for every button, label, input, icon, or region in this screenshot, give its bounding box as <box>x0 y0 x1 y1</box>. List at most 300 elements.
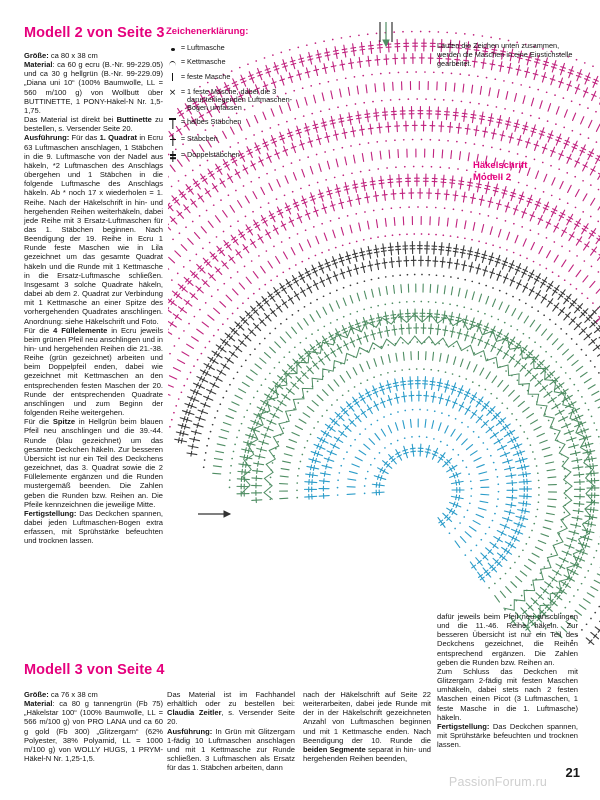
chain-stitch-symbol <box>209 242 211 244</box>
stitch-symbol <box>526 269 536 282</box>
chain-stitch-symbol <box>202 248 204 250</box>
stitch-symbol <box>260 358 266 363</box>
chain-stitch-symbol <box>477 75 479 77</box>
stitch-symbol <box>362 331 370 342</box>
stitch-symbol <box>200 278 211 288</box>
stitch-symbol <box>226 295 232 301</box>
chain-stitch-symbol <box>522 549 524 551</box>
stitch-symbol <box>347 196 354 207</box>
chain-stitch-symbol <box>484 313 486 315</box>
chain-stitch-symbol <box>190 372 192 374</box>
stitch-symbol <box>377 328 384 339</box>
chain-stitch-symbol <box>478 385 480 387</box>
stitch-symbol <box>175 209 185 220</box>
stitch-symbol <box>202 257 214 269</box>
chain-stitch-symbol <box>546 237 548 239</box>
chain-stitch-symbol <box>297 475 299 477</box>
stitch-symbol <box>189 269 201 281</box>
chain-stitch-symbol <box>193 365 195 367</box>
stitch-symbol <box>326 449 337 457</box>
stitch-symbol <box>212 374 223 383</box>
stitch-symbol <box>517 464 530 471</box>
chain-stitch-symbol <box>438 370 440 372</box>
chain-stitch-symbol <box>439 166 441 168</box>
stitch-symbol <box>561 422 572 430</box>
stitch-symbol <box>445 426 448 433</box>
stitch-symbol <box>463 84 464 92</box>
stitch-symbol <box>394 218 395 226</box>
chain-stitch-symbol <box>470 550 472 552</box>
chain-stitch-symbol <box>261 384 263 386</box>
chain-stitch-symbol <box>368 142 370 144</box>
chain-stitch-symbol <box>206 210 208 212</box>
chain-stitch-symbol <box>284 194 286 196</box>
stitch-symbol <box>414 174 419 186</box>
stitch-symbol <box>458 288 460 296</box>
stitch-symbol <box>474 365 477 372</box>
stitch-symbol <box>490 129 497 140</box>
chain-stitch-symbol <box>486 77 488 79</box>
chain-stitch-symbol <box>395 166 397 168</box>
chain-stitch-symbol <box>571 338 573 340</box>
stitch-symbol <box>469 333 477 344</box>
stitch-symbol <box>583 276 588 282</box>
stitch-symbol <box>359 125 365 136</box>
stitch-symbol <box>421 121 426 131</box>
chain-stitch-symbol <box>587 570 589 572</box>
stitch-symbol <box>554 255 558 262</box>
paragraph: Für die 4 Füllelemente in Ecru jeweils beim grünen Pfeil neu anschlingen und in hin- und hergehenden Reihen die 21.-38. Reihe (grün gezeichnet) arbeiten und beim Doppelpfeil enden, dabei wie gezeichnet mit Kettmaschen an den entsprechenden festen Maschen der 20. Runde der entsprechenden Quadrate anschlingen und zum Beginn der folgenden Reihe weitergehen. <box>24 325 163 418</box>
chain-stitch-symbol <box>538 494 540 496</box>
chain-stitch-symbol <box>434 410 436 412</box>
chain-stitch-symbol <box>547 120 549 122</box>
stitch-symbol <box>256 233 265 244</box>
stitch-symbol <box>314 95 316 103</box>
stitch-symbol <box>461 260 468 271</box>
chain-stitch-symbol <box>230 225 232 227</box>
chain-stitch-symbol <box>242 302 244 304</box>
chain-stitch-symbol <box>336 290 338 292</box>
stitch-symbol <box>546 513 554 514</box>
stitch-symbol <box>479 472 487 474</box>
stitch-symbol <box>421 324 426 334</box>
stitch-symbol <box>329 201 336 212</box>
stitch-symbol <box>548 477 556 478</box>
stitch-symbol <box>540 72 548 83</box>
chain-stitch-symbol <box>523 431 525 433</box>
stitch-symbol <box>325 273 333 284</box>
chain-stitch-symbol <box>222 323 224 325</box>
stitch-symbol <box>334 411 346 423</box>
stitch-symbol <box>329 416 341 427</box>
stitch-symbol <box>219 437 227 439</box>
paragraph: Das Material ist direkt bei Buttinette zu bestellen, s. Versender Seite 20. <box>24 115 163 134</box>
chain-stitch-symbol <box>499 38 501 40</box>
chain-stitch-symbol <box>457 277 459 279</box>
stitch-symbol <box>350 43 356 56</box>
stitch-symbol <box>440 353 441 361</box>
stitch-symbol <box>261 187 265 194</box>
stitch-symbol <box>506 473 517 479</box>
chain-stitch-symbol <box>430 139 432 141</box>
stitch-symbol <box>579 605 586 610</box>
stitch-symbol <box>456 219 457 227</box>
stitch-symbol <box>253 192 257 199</box>
stitch-symbol <box>318 276 327 287</box>
page-number: 21 <box>565 765 580 780</box>
chain-stitch-symbol <box>464 554 466 556</box>
stitch-symbol <box>456 328 463 339</box>
stitch-symbol <box>565 80 573 91</box>
stitch-symbol <box>513 521 526 529</box>
chain-stitch-symbol <box>223 231 225 233</box>
chain-stitch-symbol <box>171 279 173 281</box>
stitch-symbol <box>559 226 568 237</box>
chain-stitch-symbol <box>325 179 327 181</box>
stitch-symbol <box>500 186 508 199</box>
modell-3-col1-paragraphs <box>24 690 163 763</box>
stitch-symbol <box>369 439 375 445</box>
stitch-symbol <box>355 457 362 461</box>
stitch-symbol <box>406 324 411 334</box>
chain-stitch-symbol <box>313 226 315 228</box>
stitch-symbol <box>418 256 423 266</box>
chain-stitch-symbol <box>488 587 490 589</box>
chain-stitch-symbol <box>229 384 231 386</box>
stitch-symbol <box>591 75 600 88</box>
chain-stitch-symbol <box>512 296 514 298</box>
chain-stitch-symbol <box>422 166 424 168</box>
stitch-symbol <box>568 185 572 192</box>
chain-stitch-symbol <box>332 39 334 41</box>
stitch-symbol <box>279 220 288 231</box>
stitch-symbol <box>484 181 491 194</box>
stitch-symbol <box>451 398 459 409</box>
stitch-symbol <box>596 251 600 262</box>
stitch-symbol <box>292 198 301 211</box>
paragraph: Größe: ca 76 x 38 cm <box>24 690 98 699</box>
chain-stitch-symbol <box>274 169 276 171</box>
stitch-symbol <box>368 221 369 229</box>
stitch-symbol <box>568 406 581 416</box>
stitch-symbol <box>251 370 257 375</box>
stitch-symbol <box>595 398 600 402</box>
chain-stitch-symbol <box>380 73 382 75</box>
stitch-symbol <box>197 329 203 334</box>
stitch-symbol <box>280 337 285 343</box>
chain-stitch-symbol <box>330 322 332 324</box>
stitch-symbol <box>481 266 489 277</box>
chain-stitch-symbol <box>241 423 243 425</box>
chain-stitch-symbol <box>320 110 322 112</box>
stitch-symbol <box>495 596 500 602</box>
stitch-symbol <box>408 377 414 389</box>
stitch-symbol <box>433 352 434 360</box>
stitch-symbol <box>583 194 587 201</box>
stitch-symbol <box>400 377 406 390</box>
stitch-symbol <box>479 294 481 302</box>
stitch-symbol <box>213 466 221 467</box>
stitch-symbol <box>403 242 408 254</box>
stitch-symbol <box>534 426 541 430</box>
chain-stitch-symbol <box>258 177 260 179</box>
stitch-symbol <box>438 242 444 254</box>
stitch-symbol <box>329 442 340 451</box>
chain-stitch-symbol <box>413 233 415 235</box>
chain-stitch-symbol <box>497 498 499 500</box>
stitch-symbol <box>439 423 442 431</box>
chain-stitch-symbol <box>580 133 582 135</box>
chain-stitch-symbol <box>559 447 561 449</box>
chain-stitch-symbol <box>407 98 409 100</box>
chain-stitch-symbol <box>473 34 475 36</box>
chain-stitch-symbol <box>501 402 503 404</box>
chain-stitch-symbol <box>384 447 386 449</box>
chain-stitch-symbol <box>391 207 393 209</box>
stitch-symbol <box>344 251 352 264</box>
chain-stitch-symbol <box>237 307 239 309</box>
stitch-symbol <box>316 435 329 445</box>
stitch-symbol <box>320 471 331 477</box>
chain-stitch-symbol <box>382 208 384 210</box>
chain-stitch-symbol <box>306 44 308 46</box>
stitch-symbol <box>254 300 265 312</box>
stitch-symbol <box>507 495 517 501</box>
stitch-symbol <box>386 40 392 52</box>
chain-stitch-symbol <box>360 382 362 384</box>
stitch-symbol <box>355 194 362 205</box>
stitch-symbol <box>518 500 531 506</box>
stitch-symbol <box>403 421 405 429</box>
chain-stitch-symbol <box>433 71 435 73</box>
stitch-symbol <box>459 152 460 160</box>
chain-stitch-symbol <box>310 302 312 304</box>
chain-stitch-symbol <box>467 426 469 428</box>
chain-stitch-symbol <box>575 207 577 209</box>
stitch-symbol <box>319 478 329 484</box>
stitch-symbol <box>371 152 372 160</box>
chain-stitch-symbol <box>383 416 385 418</box>
stitch-symbol <box>312 206 320 217</box>
stitch-symbol <box>206 387 217 396</box>
chain-stitch-symbol <box>478 283 480 285</box>
chain-stitch-symbol <box>491 147 493 149</box>
chain-stitch-symbol <box>381 100 383 102</box>
chain-stitch-symbol <box>349 36 351 38</box>
chain-stitch-symbol <box>550 553 552 555</box>
stitch-symbol <box>355 334 363 345</box>
chain-stitch-symbol <box>591 266 593 268</box>
chain-stitch-symbol <box>510 325 512 327</box>
chain-stitch-symbol <box>463 306 465 308</box>
stitch-symbol <box>295 426 302 430</box>
stitch-symbol <box>207 272 217 283</box>
chain-stitch-symbol <box>406 71 408 73</box>
chain-stitch-symbol <box>266 250 268 252</box>
chain-stitch-symbol <box>385 276 387 278</box>
chain-stitch-symbol <box>570 284 572 286</box>
stitch-symbol <box>462 439 468 445</box>
stitch-symbol <box>216 368 227 377</box>
chain-stitch-symbol <box>276 198 278 200</box>
stitch-symbol <box>572 218 582 231</box>
stitch-symbol <box>338 114 345 127</box>
chain-stitch-symbol <box>516 419 518 421</box>
stitch-symbol <box>355 111 362 124</box>
stitch-symbol <box>181 245 187 251</box>
chain-stitch-symbol <box>386 167 388 169</box>
stitch-symbol <box>391 325 397 336</box>
stitch-symbol <box>191 178 202 191</box>
chain-stitch-symbol <box>342 174 344 176</box>
chain-stitch-symbol <box>336 399 338 401</box>
chain-stitch-symbol <box>530 229 532 231</box>
stitch-symbol <box>452 488 464 493</box>
chain-stitch-symbol <box>371 74 373 76</box>
stitch-symbol <box>412 121 417 131</box>
stitch-symbol <box>519 479 531 485</box>
chain-stitch-symbol <box>282 271 284 273</box>
chain-stitch-symbol <box>558 275 560 277</box>
stitch-symbol <box>430 447 439 460</box>
stitch-symbol <box>548 499 556 500</box>
stitch-symbol <box>348 87 349 95</box>
stitch-symbol <box>514 279 523 290</box>
chain-stitch-symbol <box>468 473 470 475</box>
stitch-symbol <box>480 368 484 375</box>
chain-stitch-symbol <box>321 415 323 417</box>
stitch-symbol <box>324 233 327 241</box>
chain-stitch-symbol <box>464 279 466 281</box>
chain-stitch-symbol <box>214 417 216 419</box>
chain-stitch-symbol <box>584 62 586 64</box>
stitch-symbol <box>396 174 402 186</box>
stitch-symbol <box>430 392 436 403</box>
chain-stitch-symbol <box>370 464 372 466</box>
chain-stitch-symbol <box>531 584 533 586</box>
chain-stitch-symbol <box>188 323 190 325</box>
stitch-symbol <box>440 257 446 267</box>
stitch-symbol <box>313 65 320 76</box>
chain-stitch-symbol <box>373 376 375 378</box>
stitch-symbol <box>588 165 597 176</box>
stitch-symbol <box>588 120 591 127</box>
chain-stitch-symbol <box>513 110 515 112</box>
stitch-symbol <box>466 445 472 450</box>
chain-stitch-symbol <box>420 31 422 33</box>
legend-equals: = <box>180 117 186 127</box>
chain-stitch-symbol <box>492 520 494 522</box>
stitch-symbol <box>275 206 285 219</box>
stitch-symbol <box>468 317 476 330</box>
stitch-symbol <box>531 242 534 249</box>
chain-stitch-symbol <box>482 145 484 147</box>
stitch-symbol <box>310 264 319 277</box>
stitch-symbol <box>359 408 369 419</box>
stitch-symbol <box>168 304 173 315</box>
chain-stitch-symbol <box>455 418 457 420</box>
stitch-symbol <box>387 175 393 187</box>
paragraph: Material: ca 60 g ecru (B.-Nr. 99-229.05) und ca 30 g hellgrün (B.-Nr. 99-229.09) „Diana uni 10“ (100% Baumwolle, LL = 560 m/100 g) von Wollbutt über BUTTINETTE, 1 PONY-Häkel-N Nr. 1,5-1,75. <box>24 60 163 115</box>
stitch-symbol <box>323 390 329 396</box>
chain-stitch-symbol <box>379 452 381 454</box>
chain-stitch-symbol <box>443 99 445 101</box>
chain-stitch-symbol <box>269 373 271 375</box>
legend-equals: = <box>180 71 186 81</box>
stitch-symbol <box>328 385 333 391</box>
chain-stitch-symbol <box>311 113 313 115</box>
stitch-symbol <box>177 282 189 293</box>
stitch-symbol <box>581 441 594 449</box>
chain-stitch-symbol <box>513 252 515 254</box>
chain-stitch-symbol <box>504 108 506 110</box>
stitch-symbol <box>321 463 332 470</box>
chain-stitch-symbol <box>442 234 444 236</box>
stitch-symbol <box>404 39 409 51</box>
chain-stitch-symbol <box>317 329 319 331</box>
chain-stitch-symbol <box>468 74 470 76</box>
chain-stitch-symbol <box>550 356 552 358</box>
chain-stitch-symbol <box>498 491 500 493</box>
chain-stitch-symbol <box>598 189 600 191</box>
stitch-symbol <box>395 242 401 254</box>
paragraph: Fertigstellung: Das Deckchen spannen, mit Sprühstärke befeuchten und trocknen lassen. <box>437 721 578 750</box>
stitch-symbol <box>426 189 431 199</box>
stitch-symbol <box>519 487 531 492</box>
stitch-symbol <box>492 299 495 306</box>
stitch-symbol <box>523 407 529 412</box>
chain-stitch-symbol <box>577 589 579 591</box>
chain-stitch-symbol <box>359 433 361 435</box>
chain-stitch-symbol <box>178 180 180 182</box>
chain-stitch-symbol <box>496 106 498 108</box>
chain-stitch-symbol <box>425 98 427 100</box>
chain-stitch-symbol <box>521 595 523 597</box>
legend-item-label: Kettmasche <box>187 57 226 67</box>
chain-stitch-symbol <box>406 233 408 235</box>
chain-stitch-symbol <box>233 378 235 380</box>
stitch-symbol <box>357 293 359 301</box>
chain-stitch-symbol <box>467 350 469 352</box>
stitch-symbol <box>564 110 567 117</box>
chain-stitch-symbol <box>567 202 569 204</box>
chain-stitch-symbol <box>433 438 435 440</box>
stitch-symbol <box>514 396 520 401</box>
chain-stitch-symbol <box>523 333 525 335</box>
stitch-symbol <box>501 273 509 284</box>
stitch-symbol <box>206 168 217 181</box>
stitch-symbol <box>520 208 528 219</box>
chain-stitch-symbol <box>196 254 198 256</box>
stitch-symbol <box>451 151 452 159</box>
stitch-symbol <box>184 401 197 410</box>
chain-stitch-symbol <box>399 99 401 101</box>
stitch-symbol <box>384 83 385 91</box>
chain-stitch-symbol <box>337 106 339 108</box>
stitch-symbol <box>527 413 534 417</box>
chain-stitch-symbol <box>359 144 361 146</box>
stitch-symbol <box>581 372 588 377</box>
stitch-symbol <box>495 345 504 356</box>
chain-stitch-symbol <box>229 479 231 481</box>
chain-stitch-symbol <box>441 412 443 414</box>
stitch-symbol <box>220 362 231 371</box>
stitch-symbol <box>292 327 297 333</box>
stitch-symbol <box>305 494 317 500</box>
stitch-symbol <box>561 549 572 557</box>
stitch-symbol <box>338 198 345 209</box>
chain-stitch-symbol <box>569 601 571 603</box>
